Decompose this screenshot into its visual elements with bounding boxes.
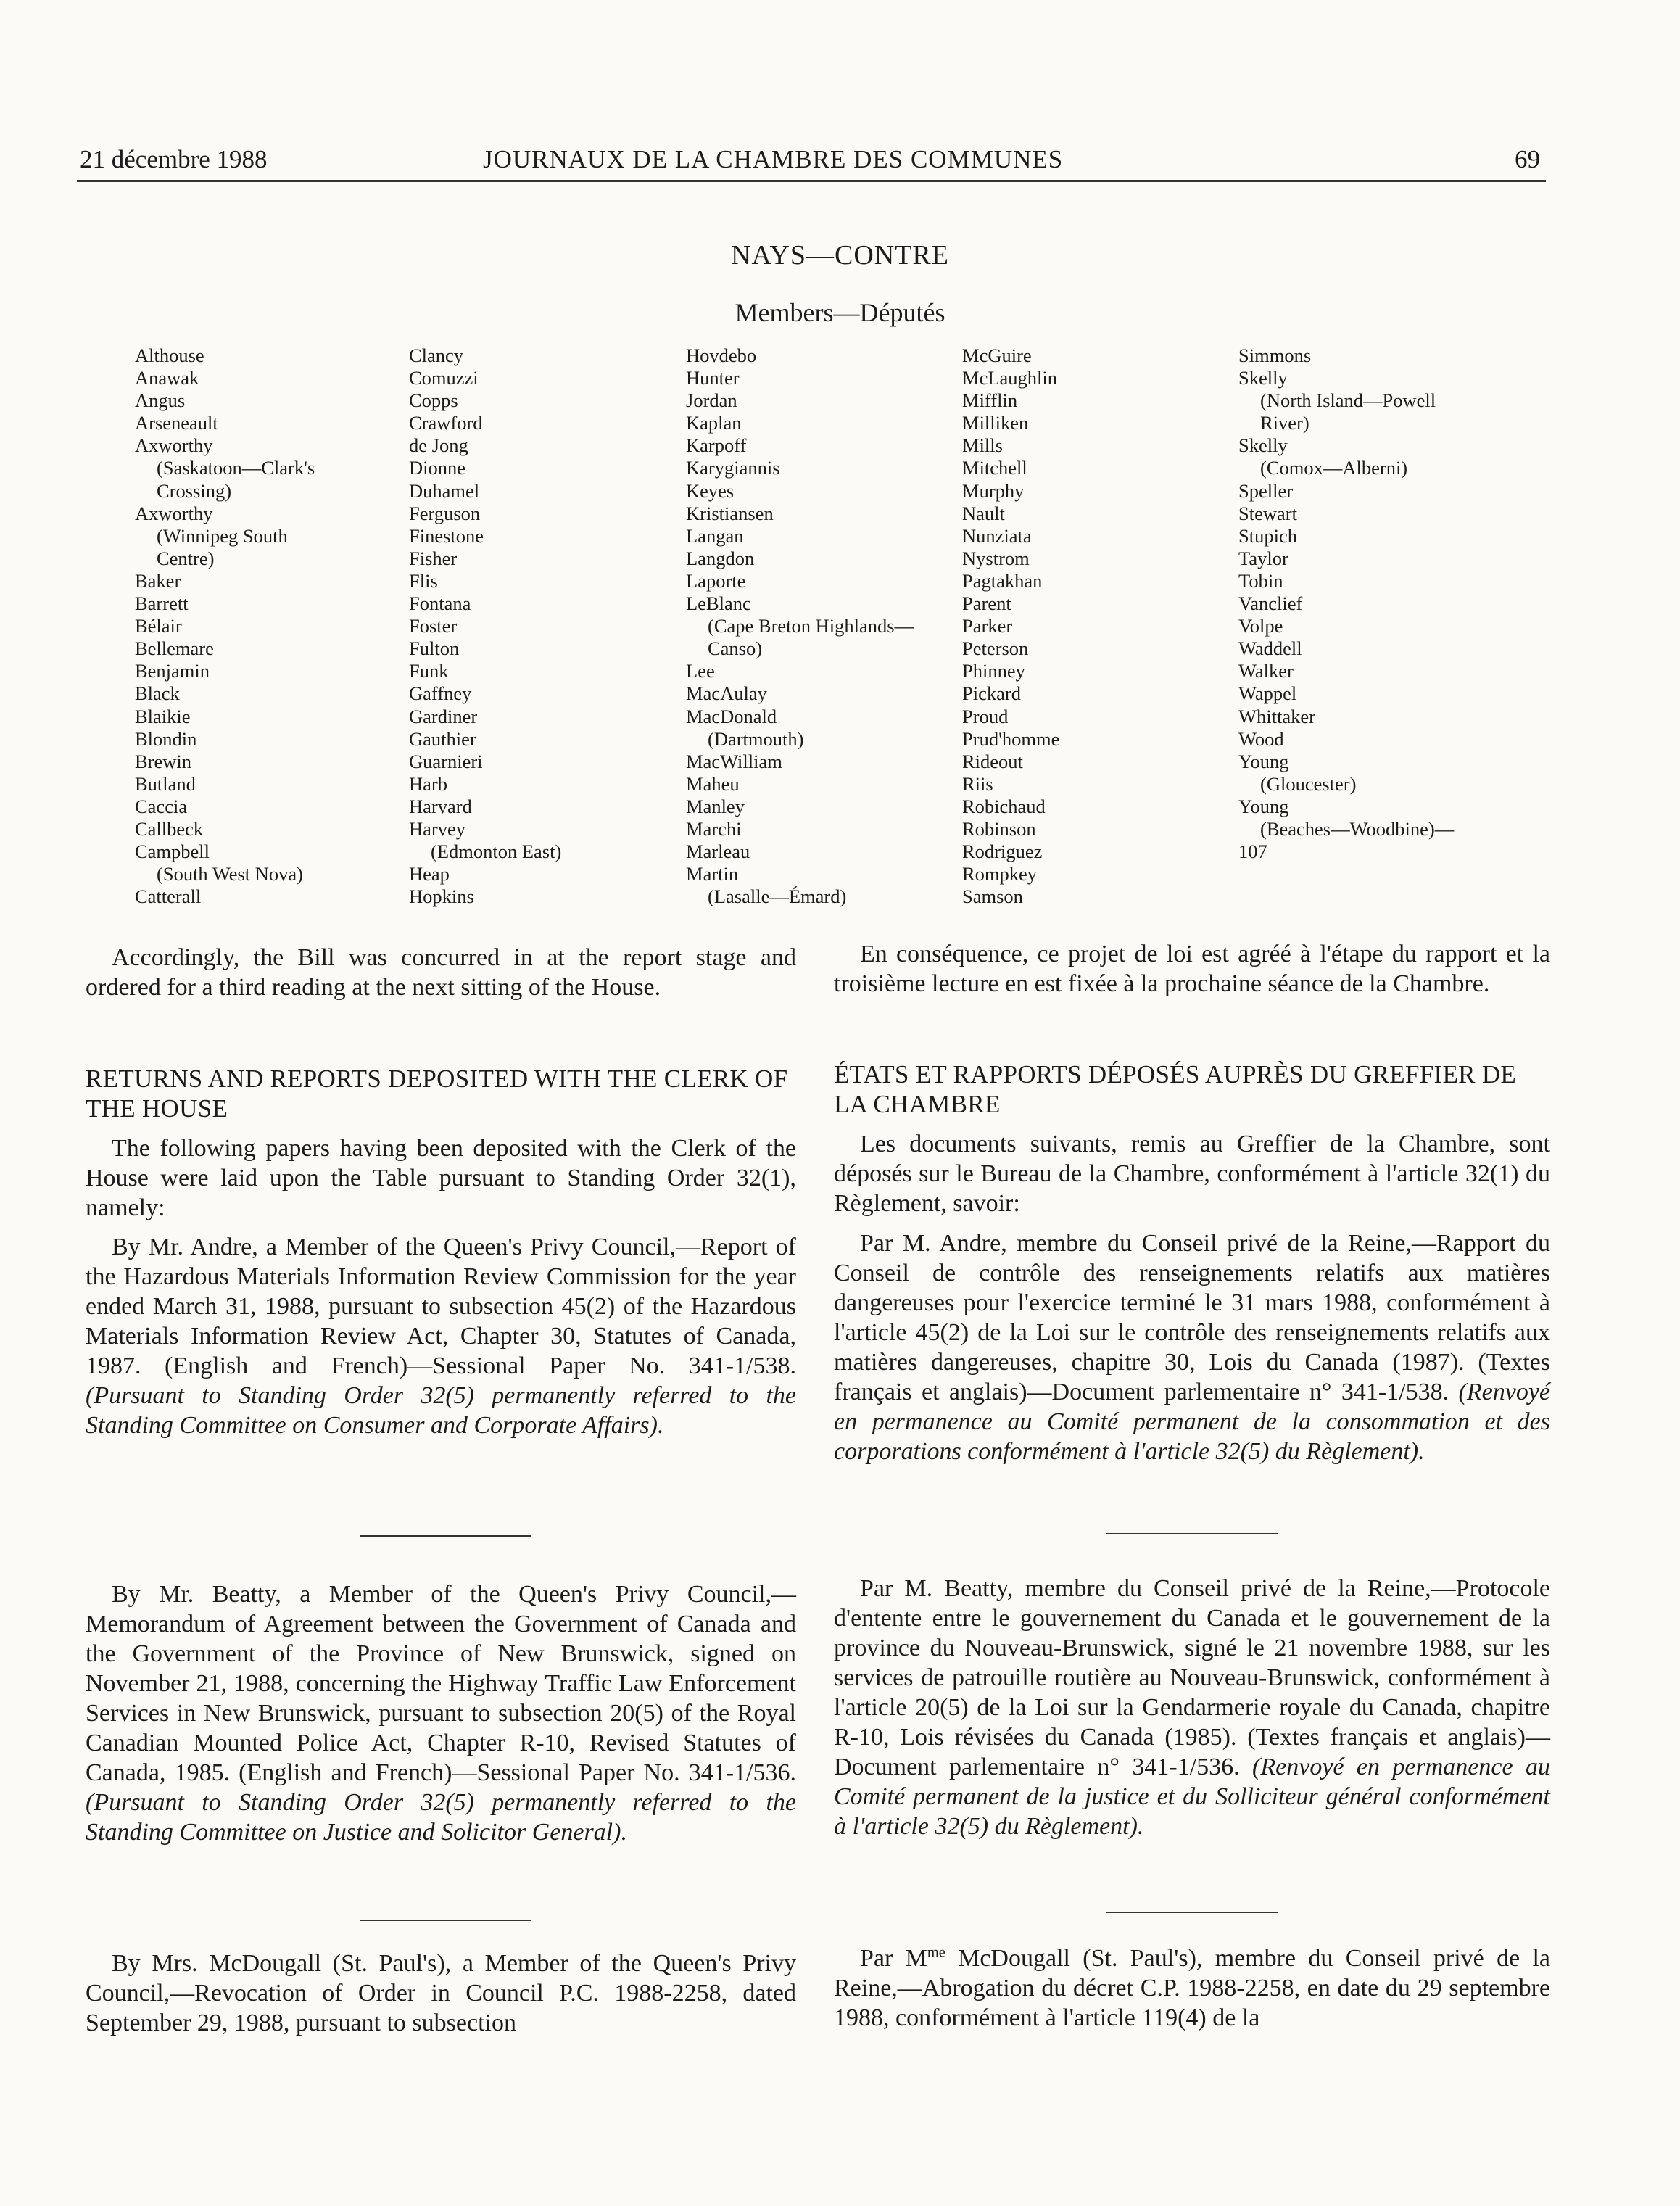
member-riding: (Lasalle—Émard) [708, 885, 847, 908]
member-name: Murphy [962, 479, 1025, 502]
member-name: Wood [1238, 727, 1284, 750]
fr-andre-referral: (Renvoyé en permanence au Comité permanent de la consommation et des corporations conformément à l'article 32(5) du Règlement). [834, 1379, 1551, 1465]
fr-intro-paragraph: Les documents suivants, remis au Greffier de la Chambre, sont déposés sur le Bureau de la Chambre, conformément à l'article 32(1) du Règlement, savoir: [834, 1131, 1550, 1217]
member-name: Kaplan [686, 412, 742, 434]
member-name: Baker [135, 569, 181, 592]
member-name: Fontana [409, 592, 471, 615]
member-name: Callbeck [135, 817, 204, 840]
member-name: Martin [686, 863, 739, 885]
fr-mcdougall-paragraph [834, 1943, 1550, 2033]
member-name: Robichaud [962, 795, 1046, 817]
member-name: Parker [962, 615, 1013, 637]
member-name: Finestone [409, 524, 484, 547]
fr-andre-text: Par M. Andre, membre du Conseil privé de la Reine,—Rapport du Conseil de contrôle des renseignements relatifs aux matières dangereuses pour l'exercice terminé le 31 mars 1988, conformément à l'article 45(2) de la Loi sur le contrôle des renseignements relatifs aux matières dangereuses, chapitre 30, Lois du Canada (1987). (Textes français et anglais)—Document parlementaire n° 341-1/538. [834, 1230, 1550, 1405]
member-name: McLaughlin [962, 367, 1057, 389]
member-name: Parent [962, 592, 1011, 615]
names-column-4 [962, 344, 1059, 908]
members-title: Members—Députés [735, 298, 945, 327]
member-name: Axworthy [135, 434, 213, 457]
page-number: 69 [1515, 145, 1540, 173]
en-mcdougall-paragraph: By Mrs. McDougall (St. Paul's), a Member of the Queen's Privy Council,—Revocation of Order in Council P.C. 1988-2258, dated September 29, 1988, pursuant to subsection [86, 1950, 796, 2036]
member-name: Fisher [409, 547, 458, 569]
member-name: Stewart [1238, 502, 1297, 524]
member-name: Whittaker [1238, 705, 1315, 727]
fr-andre-paragraph [834, 1228, 1550, 1466]
member-name: Skelly [1238, 367, 1288, 389]
member-name: Maheu [686, 772, 740, 795]
member-name: Mills [962, 434, 1003, 457]
member-name: Dionne [409, 457, 466, 479]
member-name: Milliken [962, 412, 1029, 434]
page-header [77, 136, 1546, 182]
member-name: Prud'homme [962, 727, 1060, 750]
member-name: Catterall [135, 885, 202, 908]
member-name: Manley [686, 795, 745, 817]
member-riding: Centre) [157, 547, 215, 569]
member-name: Harvard [409, 795, 472, 817]
member-name: Waddell [1238, 637, 1302, 660]
separator-rule [1106, 1912, 1278, 1913]
en-beatty-text: By Mr. Beatty, a Member of the Queen's Privy Council,—Memorandum of Agreement between the Government of Canada and the Government of the Province of New Brunswick, signed on November 21, 1988, concerning the Highway Traffic Law Enforcement Services in New Brunswick, pursuant to subsection 20(5) of the Royal Canadian Mounted Police Act, Chapter R-10, Revised Statutes of Canada, 1985. (English and French)—Sessional Paper No. 341-1/536. [86, 1581, 796, 1786]
names-column-2 [409, 344, 561, 908]
member-name: McGuire [962, 344, 1032, 366]
member-name: Blondin [135, 727, 197, 750]
member-name: Pagtakhan [962, 569, 1043, 592]
member-name: Bellemare [135, 637, 214, 660]
member-name: Marchi [686, 817, 742, 840]
en-beatty-paragraph [86, 1579, 796, 1847]
en-andre-referral: (Pursuant to Standing Order 32(5) permanently referred to the Standing Committee on Consumer and Corporate Affairs). [86, 1382, 796, 1439]
member-name: Heap [409, 863, 450, 885]
member-name: Barrett [135, 592, 189, 615]
en-andre-text: By Mr. Andre, a Member of the Queen's Privy Council,—Report of the Hazardous Materials Information Review Commission for the year ended March 31, 1988, pursuant to subsection 45(2) of the Hazardous Materials Information Review Act, Chapter 30, Statutes of Canada, 1987. (English and French)—Sessional Paper No. 341-1/538. [86, 1234, 796, 1379]
member-name: LeBlanc [686, 592, 751, 615]
member-name: Flis [409, 569, 438, 592]
member-name: Hunter [686, 367, 740, 389]
member-name: Peterson [962, 637, 1029, 660]
member-name: Clancy [409, 344, 464, 366]
journal-title: JOURNAUX DE LA CHAMBRE DES COMMUNES [483, 145, 1064, 173]
member-name: Young [1238, 795, 1289, 817]
member-riding: Crossing) [157, 479, 232, 502]
member-name: Foster [409, 615, 458, 637]
fr-mcdougall-text: McDougall (St. Paul's), membre du Conseil privé de la Reine,—Abrogation du décret C.P. 1988-2258, en date du 29 septembre 1988, conformément à l'article 119(4) de la [834, 1945, 1550, 2031]
member-name: Vanclief [1238, 592, 1303, 615]
member-name: Blaikie [135, 705, 191, 727]
member-name: Arseneault [135, 412, 218, 434]
fr-beatty-text: Par M. Beatty, membre du Conseil privé de la Reine,—Protocole d'entente entre le gouvernement du Canada et le gouvernement de la province du Nouveau-Brunswick, signé le 21 novembre 1988, sur les services de patrouille routière au Nouveau-Brunswick, conformément à l'article 20(5) de la Loi sur la Gendarmerie royale du Canada, chapitre R-10, Lois révisées du Canada (1985). (Textes français et anglais)—Document parlementaire n° 341-1/536. [834, 1575, 1550, 1780]
member-name: Langdon [686, 547, 755, 569]
member-name: MacAulay [686, 682, 767, 705]
member-riding: (Dartmouth) [708, 727, 804, 750]
member-name: Hopkins [409, 885, 474, 908]
en-beatty-referral: (Pursuant to Standing Order 32(5) permanently referred to the Standing Committee on Justice and Solicitor General). [86, 1789, 796, 1846]
member-name: Riis [962, 772, 993, 795]
member-name: Pickard [962, 682, 1021, 705]
member-name: 107 [1238, 840, 1267, 863]
header-date: 21 décembre 1988 [80, 145, 268, 173]
fr-mcdougall-sup: me [927, 1944, 945, 1961]
member-name: MacDonald [686, 705, 777, 727]
fr-consequence-paragraph: En conséquence, ce projet de loi est agréé à l'étape du rapport et la troisième lecture en est fixée à la prochaine séance de la Chambre. [834, 941, 1550, 997]
member-name: Mitchell [962, 457, 1027, 479]
member-name: Lee [686, 660, 715, 682]
member-name: Karygiannis [686, 457, 780, 479]
fr-beatty-referral: (Renvoyé en permanence au Comité permanent de la justice et du Solliciteur général conformément à l'article 32(5) du Règlement). [834, 1753, 1550, 1840]
member-name: Nystrom [962, 547, 1030, 569]
member-riding: (Edmonton East) [431, 840, 562, 863]
member-riding: River) [1260, 412, 1309, 434]
member-name: Althouse [135, 344, 204, 366]
names-column-5 [1238, 344, 1454, 863]
nays-title: NAYS—CONTRE [731, 240, 949, 270]
member-name: Funk [409, 660, 449, 682]
member-name: Harvey [409, 817, 465, 840]
member-name: Wappel [1238, 682, 1297, 705]
member-name: Rompkey [962, 863, 1038, 885]
member-name: de Jong [409, 434, 468, 457]
member-name: Axworthy [135, 502, 213, 524]
en-andre-paragraph [86, 1232, 796, 1440]
member-name: Samson [962, 885, 1023, 908]
member-name: Butland [135, 772, 196, 795]
member-name: Robinson [962, 817, 1036, 840]
member-name: Gaffney [409, 682, 472, 705]
fr-mcdougall-prefix: Par M [860, 1945, 927, 1972]
member-riding: (Gloucester) [1260, 772, 1357, 795]
member-riding: (Comox—Alberni) [1260, 457, 1408, 479]
member-riding: (Saskatoon—Clark's [157, 457, 315, 479]
member-riding: (Beaches—Woodbine)— [1260, 817, 1455, 840]
member-name: Anawak [135, 367, 199, 389]
member-name: Black [135, 682, 180, 705]
member-name: Bélair [135, 615, 182, 637]
member-name: Hovdebo [686, 344, 757, 366]
member-name: Duhamel [409, 479, 480, 502]
member-name: Gauthier [409, 727, 476, 750]
member-name: MacWilliam [686, 750, 782, 772]
member-name: Campbell [135, 840, 210, 863]
en-intro-paragraph: The following papers having been deposited with the Clerk of the House were laid upon the Table pursuant to Standing Order 32(1), namely: [86, 1135, 796, 1221]
member-name: Langan [686, 524, 744, 547]
member-name: Volpe [1238, 615, 1283, 637]
member-riding: (South West Nova) [157, 863, 303, 885]
member-name: Tobin [1238, 569, 1283, 592]
member-name: Speller [1238, 479, 1294, 502]
member-name: Jordan [686, 389, 737, 412]
member-name: Karpoff [686, 434, 747, 457]
separator-rule [1106, 1533, 1278, 1534]
member-name: Brewin [135, 750, 192, 772]
member-name: Simmons [1238, 344, 1312, 366]
member-name: Nunziata [962, 524, 1032, 547]
member-name: Rideout [962, 750, 1023, 772]
member-name: Proud [962, 705, 1009, 727]
member-riding: (Cape Breton Highlands— [708, 615, 914, 637]
member-name: Copps [409, 389, 458, 412]
separator-rule [360, 1535, 531, 1537]
fr-etats-heading: ÉTATS ET RAPPORTS DÉPOSÉS AUPRÈS DU GREFFIER DE LA CHAMBRE [834, 1060, 1517, 1118]
member-name: Harb [409, 772, 447, 795]
member-name: Marleau [686, 840, 750, 863]
member-name: Skelly [1238, 434, 1288, 457]
member-name: Nault [962, 502, 1005, 524]
member-name: Taylor [1238, 547, 1288, 569]
member-riding: (Winnipeg South [157, 524, 288, 547]
member-name: Fulton [409, 637, 460, 660]
member-name: Mifflin [962, 389, 1018, 412]
member-riding: Canso) [708, 637, 763, 660]
en-returns-heading: RETURNS AND REPORTS DEPOSITED WITH THE CLERK OF THE HOUSE [86, 1065, 788, 1123]
member-name: Walker [1238, 660, 1294, 682]
member-name: Comuzzi [409, 367, 479, 389]
member-name: Gardiner [409, 705, 478, 727]
member-name: Guarnieri [409, 750, 483, 772]
member-name: Benjamin [135, 660, 210, 682]
member-name: Keyes [686, 479, 735, 502]
fr-beatty-paragraph [834, 1574, 1550, 1841]
member-riding: (North Island—Powell [1260, 389, 1436, 412]
member-name: Caccia [135, 795, 188, 817]
member-name: Laporte [686, 569, 746, 592]
member-name: Phinney [962, 660, 1025, 682]
member-name: Crawford [409, 412, 483, 434]
member-name: Stupich [1238, 524, 1297, 547]
member-name: Angus [135, 389, 186, 412]
en-accordingly-paragraph: Accordingly, the Bill was concurred in at the report stage and ordered for a third reading at the next sitting of the House. [86, 944, 796, 1001]
names-column-3 [686, 344, 914, 908]
member-name: Young [1238, 750, 1289, 772]
member-name: Rodriguez [962, 840, 1043, 863]
separator-rule [360, 1920, 531, 1921]
member-name: Ferguson [409, 502, 481, 524]
member-name: Kristiansen [686, 502, 774, 524]
names-column-1 [135, 344, 315, 908]
